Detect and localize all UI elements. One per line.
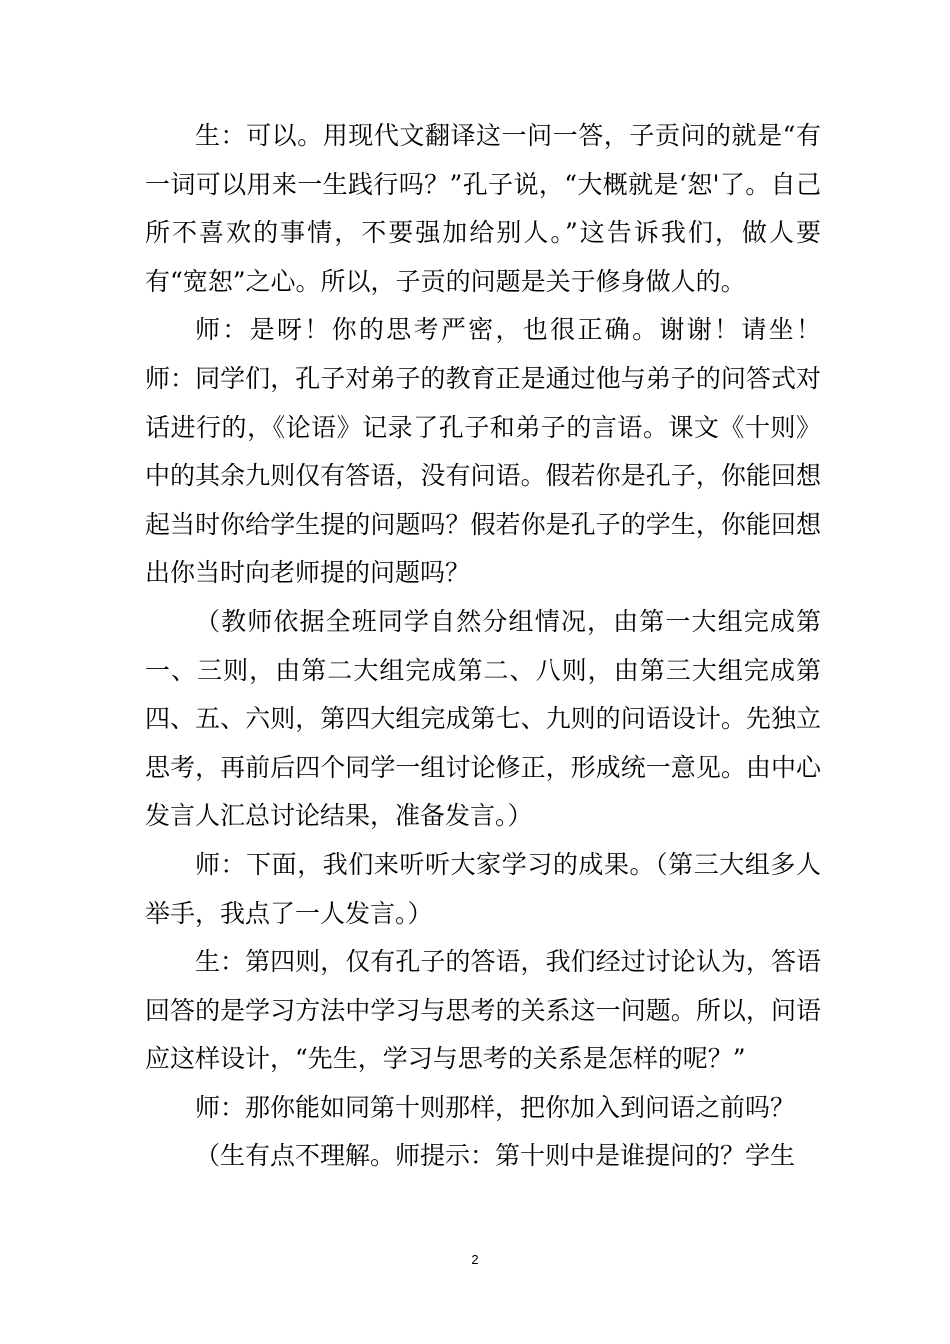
document-body bbox=[145, 112, 821, 1181]
paragraph: 师：那你能如同第十则那样，把你加入到问语之前吗？ bbox=[195, 1092, 796, 1122]
paragraph: 师：下面，我们来听听大家学习的成果。（第三大组多人举手，我点了一人发言。） bbox=[145, 849, 821, 928]
paragraph: 生：可以。用现代文翻译这一问一答，子贡问的就是“有一词可以用来一生践行吗？”孔子说，“大概就是‘恕'了。自己所不喜欢的事情，不要强加给别人。”这告诉我们，做人要有“宽恕”之心。所以，子贡的问题是关于修身做人的。 bbox=[145, 121, 821, 296]
paragraph: 师：是呀！你的思考严密，也很正确。谢谢！请坐！ 师：同学们，孔子对弟子的教育正是通过他与弟子的问答式对话进行的，《论语》记录了孔子和弟子的言语。课文《十则》中的其余九则仅有答语，没有问语。假若你是孔子，你能回想起当时你给学生提的问题吗？假若你是孔子的学生，你能回想出你当时向老师提的问题吗？ bbox=[145, 315, 821, 588]
page-number: 2 bbox=[471, 1252, 479, 1267]
paragraph: （教师依据全班同学自然分组情况，由第一大组完成第一、三则，由第二大组完成第二、八则，由第三大组完成第四、五、六则，第四大组完成第七、九则的问语设计。先独立思考，再前后四个同学一组讨论修正，形成统一意见。由中心发言人汇总讨论结果，准备发言。） bbox=[145, 606, 821, 831]
paragraph: 生：第四则，仅有孔子的答语，我们经过讨论认为，答语回答的是学习方法中学习与思考的关系这一问题。所以，问语应这样设计，“先生，学习与思考的关系是怎样的呢？” bbox=[145, 947, 821, 1074]
paragraph: （生有点不理解。师提示：第十则中是谁提问的？学生 bbox=[195, 1141, 796, 1171]
